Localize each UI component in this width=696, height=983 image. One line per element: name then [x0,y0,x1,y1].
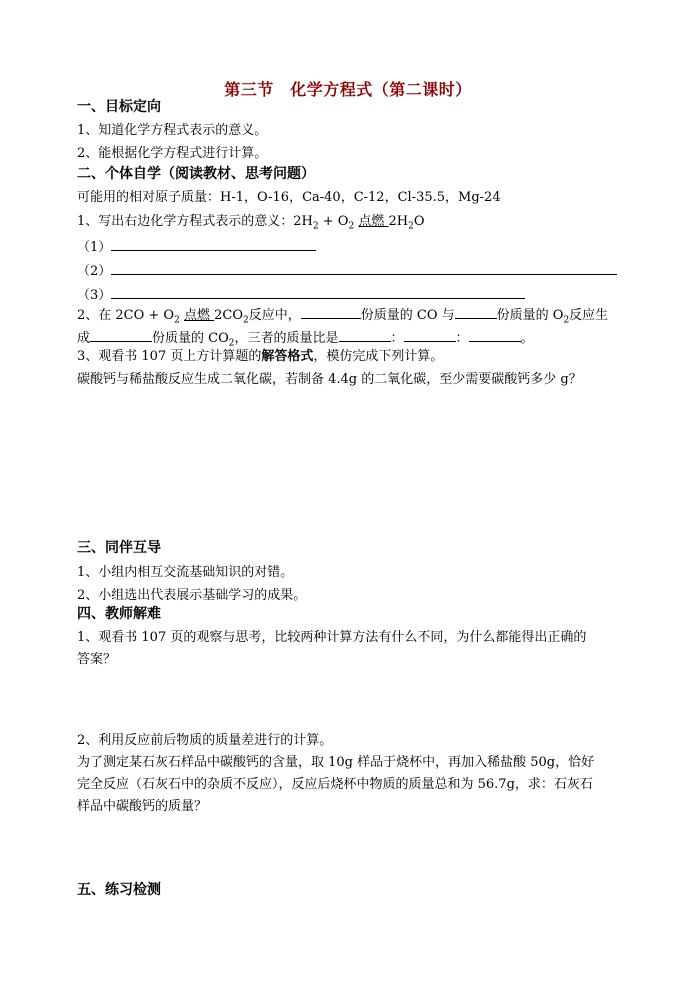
calcium-carbonate-problem: 碳酸钙与稀盐酸反应生成二氧化碳，若制备 4.4g 的二氧化碳，至少需要碳酸钙多少 g？ [77,372,582,387]
s2-question-3 [77,349,443,365]
sub-2: 2 [312,221,319,232]
ratio-blank-2[interactable] [404,329,456,342]
reaction-condition: 点燃 [358,214,389,229]
meaning-3-blank[interactable] [111,286,525,299]
sub-2: 2 [563,315,570,326]
section-5-heading: 五、练习检测 [77,882,161,898]
s1-item-1: 1、知道化学方程式表示的意义。 [77,123,268,138]
q2-part-c: 反应中， [248,308,301,323]
s3-item-1: 1、小组内相互交流基础知识的对错。 [77,565,294,580]
section-1-heading: 一、目标定向 [77,99,161,115]
meaning-2 [77,262,617,280]
q1-product-end: O [413,214,425,229]
s2-question-1 [77,214,424,230]
period: 。 [520,331,534,346]
q1-product: 2H [388,214,409,229]
meaning-3-label: （3） [77,288,112,303]
q2-part-a: 2、在 2CO + O [77,308,175,323]
q2-part-g: 成 [77,331,91,346]
q2-part-e: 份质量的 O [496,308,564,323]
meaning-3 [77,286,525,304]
ratio-blank-3[interactable] [469,329,521,342]
q2-blank-co[interactable] [301,306,361,319]
reaction-condition: 点燃 [183,308,215,323]
s4-question-1-line2: 答案？ [77,652,117,667]
ratio-blank-1[interactable] [339,329,391,342]
relative-atomic-masses: 可能用的相对原子质量：H-1，O-16，Ca-40，C-12，Cl-35.5，Mg-24 [77,190,501,205]
q2-part-h: 份质量的 CO [152,331,229,346]
s2-question-2-line2 [77,329,534,347]
sub-2: 2 [174,315,180,326]
sub-2: 2 [243,315,249,326]
section-4-heading: 四、教师解难 [77,606,161,622]
s3-item-2: 2、小组选出代表展示基础学习的成果。 [77,588,307,603]
meaning-2-blank[interactable] [111,262,617,275]
meaning-1-blank[interactable] [111,238,316,251]
meaning-1 [77,238,316,256]
s4-question-2: 2、利用反应前后物质的质量差进行的计算。 [77,733,333,748]
q1-text: 1、写出右边化学方程式表示的意义：2H [77,214,313,229]
sub-2: 2 [228,338,235,349]
meaning-2-label: （2） [77,264,112,279]
sub-2: 2 [408,221,414,232]
q2-part-f: 反应生 [569,308,609,323]
q3-bold: 解答格式 [261,349,314,364]
ratio-colon: ： [455,331,469,346]
page-title: 第三节 化学方程式（第二课时） [224,80,472,99]
ratio-colon: ： [390,331,404,346]
s2-question-2-line1 [77,306,608,324]
section-2-heading: 二、个体自学（阅读教材、思考问题） [77,166,315,182]
sub-2: 2 [348,221,355,232]
section-3-heading: 三、同伴互导 [77,540,161,556]
meaning-1-label: （1） [77,240,112,255]
q1-mid: + O [318,214,349,229]
q2-part-b: 2CO [214,308,244,323]
q3-part-b: ，模仿完成下列计算。 [313,349,444,364]
limestone-problem-line2: 完全反应（石灰石中的杂质不反应），反应后烧杯中物质的质量总和为 56.7g，求：石灰石 [77,777,593,792]
q2-blank-co2[interactable] [90,329,152,342]
s4-question-1-line1: 1、观看书 107 页的观察与思考，比较两种计算方法有什么不同，为什么都能得出正确的 [77,630,587,645]
limestone-problem-line3: 样品中碳酸钙的质量？ [77,799,208,814]
q3-part-a: 3、观看书 107 页上方计算题的 [77,349,262,364]
limestone-problem-line1: 为了测定某石灰石样品中碳酸钙的含量，取 10g 样品于烧杯中，再加入稀盐酸 50g，恰好 [77,755,595,770]
q2-part-d: 份质量的 CO 与 [360,308,455,323]
q2-part-i: ，三者的质量比是 [234,331,339,346]
q2-blank-o2[interactable] [455,306,497,319]
s1-item-2: 2、能根据化学方程式进行计算。 [77,146,268,161]
